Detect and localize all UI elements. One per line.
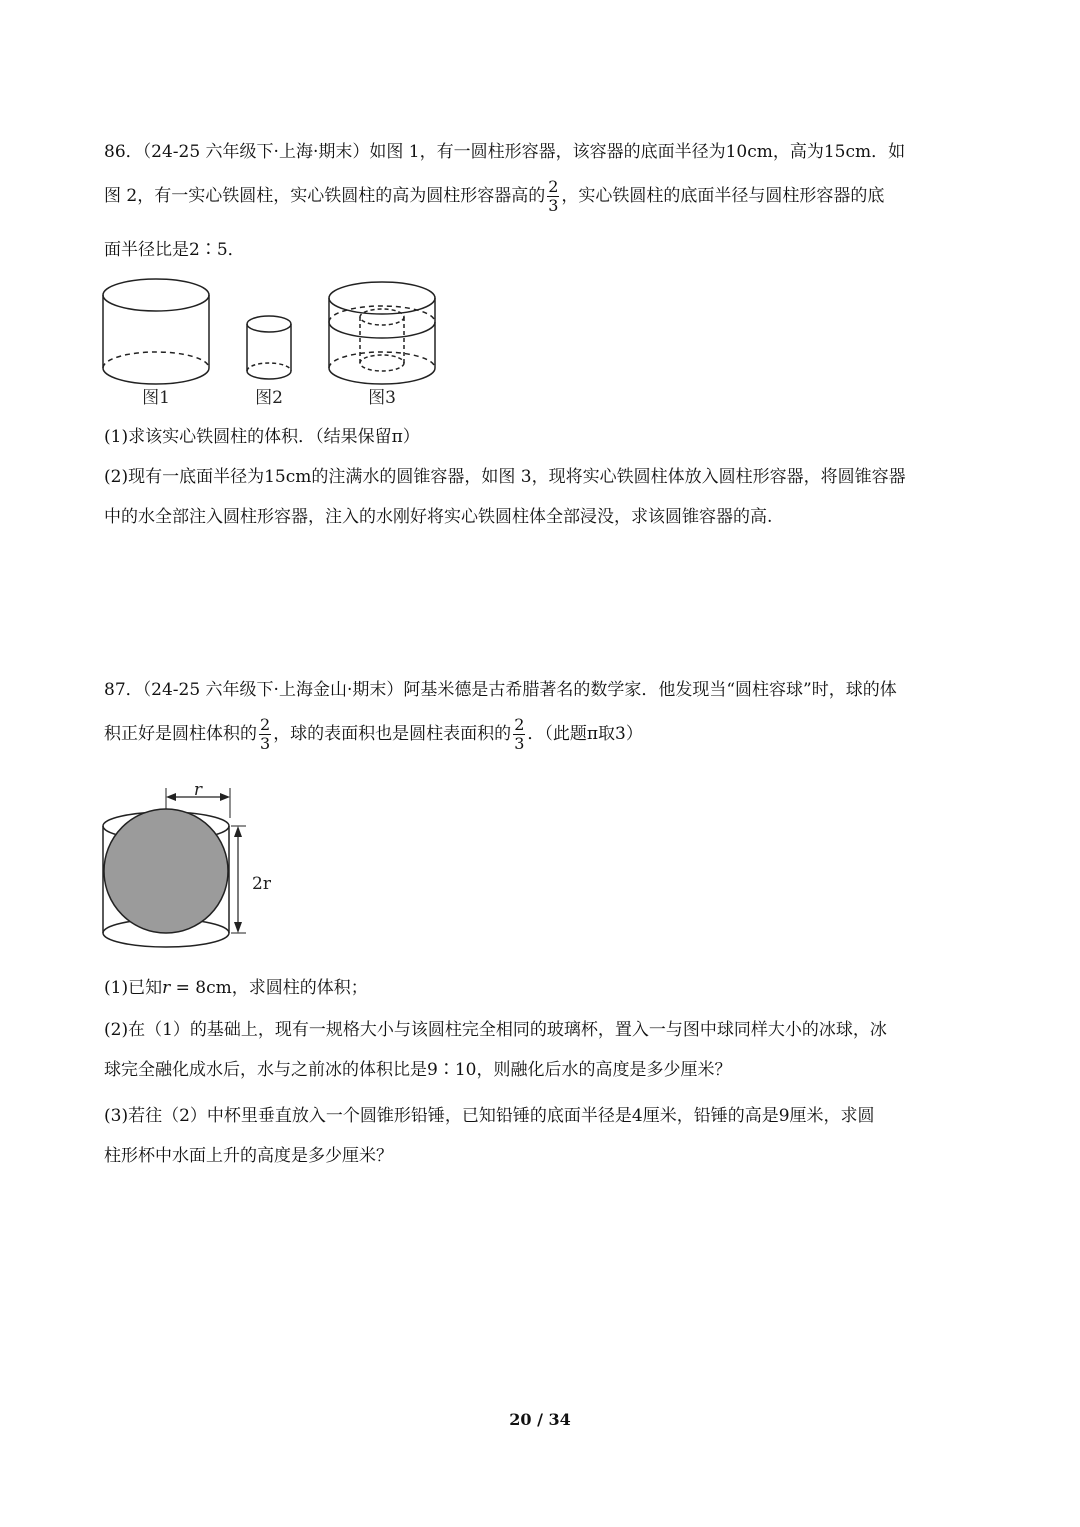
- q86-part2-line2: 中的水全部注入圆柱形容器，注入的水刚好将实心铁圆柱体全部浸没，求该圆锥容器的高.: [104, 507, 773, 527]
- q87-frac1-num: 2: [260, 715, 271, 734]
- q86-part2-line1: (2)现有一底面半径为15cm的注满水的圆锥容器，如图 3，现将实心铁圆柱体放入圆柱形容器，将圆锥容器: [104, 467, 906, 487]
- q87-line2-a: 积正好是圆柱体积的: [104, 724, 257, 744]
- q86-source: （24-25 六年级下·上海·期末）: [142, 142, 370, 162]
- q87-part2-line2: 球完全融化成水后，水与之前冰的体积比是9∶10，则融化后水的高度是多少厘米？: [104, 1060, 732, 1080]
- q87-line2-c: ．（此题π取3）: [527, 724, 643, 744]
- q87-part1: [104, 976, 368, 1000]
- q87-fig-2r-label: 2r: [252, 874, 271, 894]
- q86-line2-a: 图 2，有一实心铁圆柱，实心铁圆柱的高为圆柱形容器高的: [104, 186, 546, 206]
- q86-frac-num: 2: [548, 177, 559, 196]
- q87-part3-line1: (3)若往（2）中杯里垂直放入一个圆锥形铅锤，已知铅锤的底面半径是4厘米，铅锤的高是9厘米，求圆: [104, 1106, 875, 1126]
- q87-part1-b: = 8cm，求圆柱的体积；: [170, 978, 368, 998]
- q87-frac2-den: 3: [514, 734, 525, 753]
- figure1-label: 图1: [142, 388, 170, 408]
- q87-fig-r-label: r: [193, 780, 203, 800]
- sphere-shape: [104, 809, 228, 933]
- q87-frac2-num: 2: [514, 715, 525, 734]
- q87-part3-line2: 柱形杯中水面上升的高度是多少厘米？: [104, 1146, 393, 1166]
- q87-line2-b: ，球的表面积也是圆柱表面积的: [273, 724, 512, 744]
- q87-part2-line1: (2)在（1）的基础上，现有一规格大小与该圆柱完全相同的玻璃杯，置入一与图中球同样大小的冰球，冰: [104, 1020, 887, 1040]
- q86-line3: 面半径比是2∶5．: [104, 240, 245, 260]
- page-number: 20 / 34: [509, 1410, 571, 1429]
- q86-frac-den: 3: [548, 196, 559, 215]
- q86-line1-text: 如图 1，有一圆柱形容器，该容器的底面半径为10cm，高为15cm．如: [369, 142, 906, 162]
- q86-part1: (1)求该实心铁圆柱的体积．（结果保留π）: [104, 427, 420, 447]
- q87-part1-var: r: [162, 978, 171, 998]
- q87-frac1-den: 3: [260, 734, 271, 753]
- q87-source: （24-25 六年级下·上海金山·期末）: [142, 680, 404, 700]
- q87-number: 87．: [104, 680, 143, 700]
- figure3-label: 图3: [368, 388, 396, 408]
- q86-number: 86．: [104, 142, 143, 162]
- figure2-label: 图2: [255, 388, 283, 408]
- q86-line2-b: ，实心铁圆柱的底面半径与圆柱形容器的底: [561, 186, 885, 206]
- q87-part1-a: (1)已知: [104, 978, 163, 998]
- q87-line1-text: 阿基米德是古希腊著名的数学家．他发现当“圆柱容球”时，球的体: [403, 680, 897, 700]
